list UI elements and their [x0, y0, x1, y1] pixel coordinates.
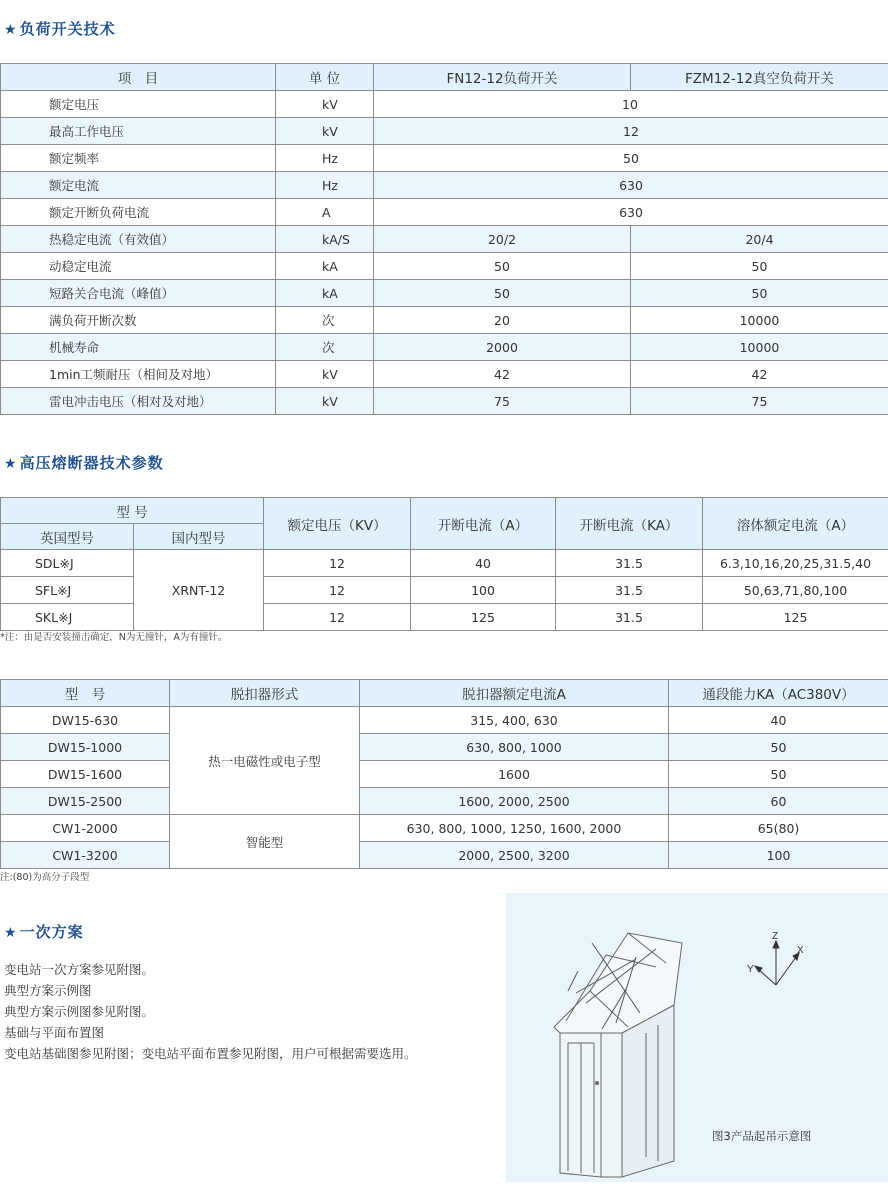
axis-y-label: Y — [747, 964, 754, 975]
header-model: 型 号 — [1, 498, 264, 524]
fuse-table — [0, 497, 888, 631]
substation-lifting-diagram — [506, 893, 888, 1182]
table-row: 满负荷开断次数 次 20 10000 — [1, 307, 888, 334]
header-fzm12: FZM12-12真空负荷开关 — [631, 64, 888, 91]
table-row: 短路关合电流（峰值） kA 50 50 — [1, 280, 888, 307]
lifting-figure-panel — [506, 893, 888, 1182]
table-row: 机械寿命 次 2000 10000 — [1, 334, 888, 361]
table-row: DW15-1600 1600 50 — [1, 761, 888, 788]
figure-caption: 图3产品起吊示意图 — [712, 1129, 812, 1143]
header-trip-current: 脱扣器额定电流A — [360, 680, 669, 707]
xyz-axes — [755, 941, 799, 985]
table-row: DW15-2500 1600, 2000, 2500 60 — [1, 788, 888, 815]
section-title-primary-scheme: ★ 一次方案 — [4, 923, 84, 941]
primary-scheme-text: 变电站一次方案参见附图。 典型方案示例图 典型方案示例图参见附图。 基础与平面布置图 变电站基础图参见附图；变电站平面布置参见附图，用户可根据需要选用。 — [4, 962, 417, 1061]
header-model: 型 号 — [1, 680, 170, 707]
table-row: DW15-1000 630, 800, 1000 50 — [1, 734, 888, 761]
header-break-ka: 开断电流（KA） — [556, 498, 703, 550]
table-row: 额定电流 Hz 630 — [1, 172, 888, 199]
table-row: 额定电压 kV 10 — [1, 91, 888, 118]
header-voltage: 额定电压（KV） — [264, 498, 411, 550]
header-uk-model: 英国型号 — [1, 524, 134, 550]
header-capacity: 通段能力KA（AC380V） — [669, 680, 888, 707]
trip-type-thermal: 热一电磁性或电子型 — [170, 707, 360, 815]
domestic-model-cell: XRNT-12 — [134, 550, 264, 631]
table-row: 雷电冲击电压（相对及对地） kV 75 75 — [1, 388, 888, 415]
table-row: SKL※J 12 125 31.5 125 — [1, 604, 888, 631]
trip-type-smart: 智能型 — [170, 815, 360, 869]
table-row: SDL※J XRNT-12 12 40 31.5 6.3,10,16,20,25,31.5,40 — [1, 550, 888, 577]
table-row: SFL※J 12 100 31.5 50,63,71,80,100 — [1, 577, 888, 604]
header-unit: 单 位 — [276, 64, 374, 91]
header-break-a: 开断电流（A） — [411, 498, 556, 550]
section-title-load-switch: ★ 负荷开关技术 — [4, 20, 116, 38]
table-row: 动稳定电流 kA 50 50 — [1, 253, 888, 280]
fuse-note: *注：由是否安装撞击确定，N为无撞针，A为有撞针。 — [0, 632, 228, 643]
table-row: 1min工频耐压（相间及对地） kV 42 42 — [1, 361, 888, 388]
axis-z-label: Z — [772, 931, 779, 942]
star-icon: ★ — [4, 22, 18, 38]
header-domestic-model: 国内型号 — [134, 524, 264, 550]
load-switch-table — [0, 63, 888, 415]
axis-x-label: X — [797, 945, 804, 956]
table-row: 最高工作电压 kV 12 — [1, 118, 888, 145]
breaker-note: 注:(80)为高分子段型 — [0, 872, 90, 883]
section-title-fuse: ★ 高压熔断器技术参数 — [4, 454, 164, 472]
header-trip-type: 脱扣器形式 — [170, 680, 360, 707]
table-row: 额定频率 Hz 50 — [1, 145, 888, 172]
table-row: 热稳定电流（有效值） kA/S 20/2 20/4 — [1, 226, 888, 253]
table-row: CW1-3200 2000, 2500, 3200 100 — [1, 842, 888, 869]
star-icon: ★ — [4, 925, 18, 941]
header-item: 项 目 — [1, 64, 276, 91]
table-row: CW1-2000 智能型 630, 800, 1000, 1250, 1600, 2000 65(80) — [1, 815, 888, 842]
header-fn12: FN12-12负荷开关 — [374, 64, 631, 91]
header-melt: 溶体额定电流（A） — [703, 498, 888, 550]
star-icon: ★ — [4, 456, 18, 472]
table-row: 额定开断负荷电流 A 630 — [1, 199, 888, 226]
table-row: DW15-630 热一电磁性或电子型 315, 400, 630 40 — [1, 707, 888, 734]
breaker-table — [0, 679, 888, 869]
